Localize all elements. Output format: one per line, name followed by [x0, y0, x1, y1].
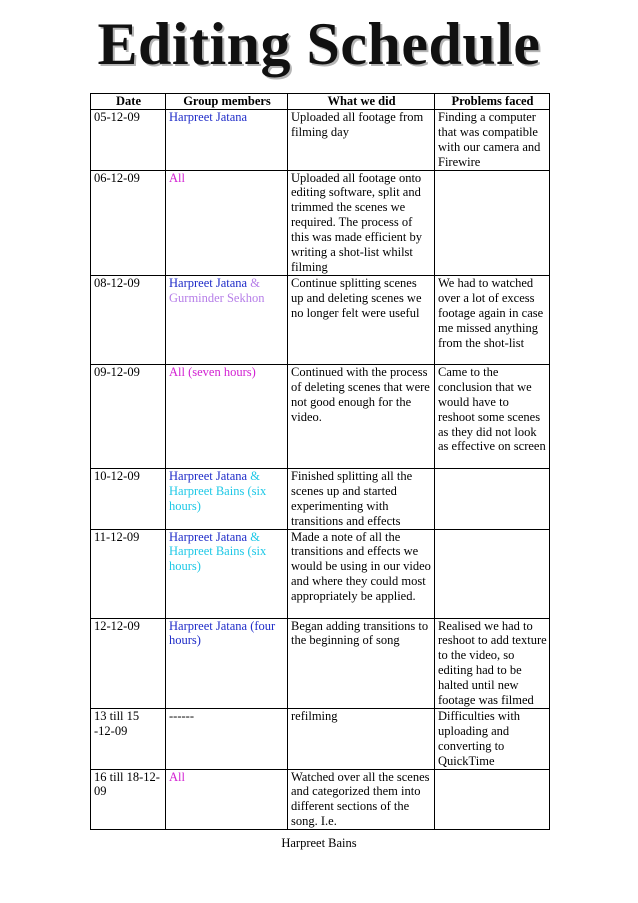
cell-problems-faced — [435, 468, 550, 529]
cell-date: 12-12-09 — [91, 618, 166, 708]
cell-group-members — [166, 618, 288, 708]
footer-author: Harpreet Bains — [281, 836, 357, 850]
cell-group-members — [166, 468, 288, 529]
cell-problems-faced — [435, 170, 550, 275]
page-title: Editing Schedule — [97, 11, 541, 77]
member-name: All (seven hours) — [169, 364, 256, 379]
table-row — [91, 275, 550, 364]
editing-schedule-table — [90, 93, 550, 830]
cell-date: 13 till 15 -12-09 — [91, 708, 166, 769]
header-what-we-did: What we did — [288, 94, 435, 110]
cell-problems-faced: Came to the conclusion that we would have to reshoot some scenes as they did not look as effective on screen — [435, 364, 550, 468]
cell-what-we-did: Made a note of all the transitions and effects we would be using in our video and where they could most appropriately be applied. — [288, 529, 435, 618]
member-name: All — [169, 170, 185, 185]
cell-date: 08-12-09 — [91, 275, 166, 364]
cell-group-members — [166, 708, 288, 769]
member-name: Gurminder Sekhon — [169, 290, 265, 305]
member-name: Harpreet Bains (six hours) — [169, 544, 267, 574]
cell-what-we-did: Watched over all the scenes and categorized them into different sections of the song. I.e. — [288, 769, 435, 830]
cell-date: 10-12-09 — [91, 468, 166, 529]
member-name: & — [247, 529, 260, 544]
table-row — [91, 618, 550, 708]
member-name: ------ — [169, 708, 194, 723]
table-row — [91, 708, 550, 769]
member-name: & — [247, 468, 260, 483]
cell-group-members — [166, 529, 288, 618]
member-name: All — [169, 769, 185, 784]
table-header-row — [91, 94, 550, 110]
cell-date: 16 till 18-12-09 — [91, 769, 166, 830]
cell-group-members — [166, 275, 288, 364]
cell-what-we-did: Uploaded all footage onto editing software, split and trimmed the scenes we required. The process of this was made efficient by writing a shot-list whilst filming — [288, 170, 435, 275]
header-group-members: Group members — [166, 94, 288, 110]
header-problems-faced: Problems faced — [435, 94, 550, 110]
member-name: Harpreet Jatana (four hours) — [169, 618, 276, 648]
cell-date: 06-12-09 — [91, 170, 166, 275]
cell-date: 09-12-09 — [91, 364, 166, 468]
cell-what-we-did: Continue splitting scenes up and deleting scenes we no longer felt were useful — [288, 275, 435, 364]
table-row — [91, 364, 550, 468]
member-name: Harpreet Jatana — [169, 275, 248, 290]
cell-group-members — [166, 364, 288, 468]
cell-problems-faced — [435, 529, 550, 618]
cell-date: 05-12-09 — [91, 109, 166, 170]
cell-what-we-did: Continued with the process of deleting scenes that were not good enough for the video. — [288, 364, 435, 468]
cell-problems-faced: Finding a computer that was compatible with our camera and Firewire — [435, 109, 550, 170]
header-date: Date — [91, 94, 166, 110]
cell-problems-faced: We had to watched over a lot of excess footage again in case me missed anything from the shot-list — [435, 275, 550, 364]
table-row — [91, 109, 550, 170]
cell-group-members — [166, 109, 288, 170]
table-row — [91, 529, 550, 618]
member-name: Harpreet Jatana — [169, 468, 248, 483]
member-name: Harpreet Bains (six hours) — [169, 483, 267, 513]
cell-problems-faced: Realised we had to reshoot to add texture to the video, so editing had to be halted until new footage was filmed — [435, 618, 550, 708]
cell-what-we-did: Began adding transitions to the beginning of song — [288, 618, 435, 708]
cell-what-we-did: refilming — [288, 708, 435, 769]
cell-problems-faced — [435, 769, 550, 830]
member-name: Harpreet Jatana — [169, 529, 248, 544]
cell-group-members — [166, 769, 288, 830]
cell-problems-faced: Difficulties with uploading and converting to QuickTime — [435, 708, 550, 769]
member-name: Harpreet Jatana — [169, 109, 248, 124]
table-row — [91, 769, 550, 830]
table-body — [91, 109, 550, 829]
cell-what-we-did: Finished splitting all the scenes up and started experimenting with transitions and effects — [288, 468, 435, 529]
cell-date: 11-12-09 — [91, 529, 166, 618]
member-name: & — [247, 275, 260, 290]
table-row — [91, 468, 550, 529]
table-row — [91, 170, 550, 275]
cell-group-members — [166, 170, 288, 275]
cell-what-we-did: Uploaded all footage from filming day — [288, 109, 435, 170]
